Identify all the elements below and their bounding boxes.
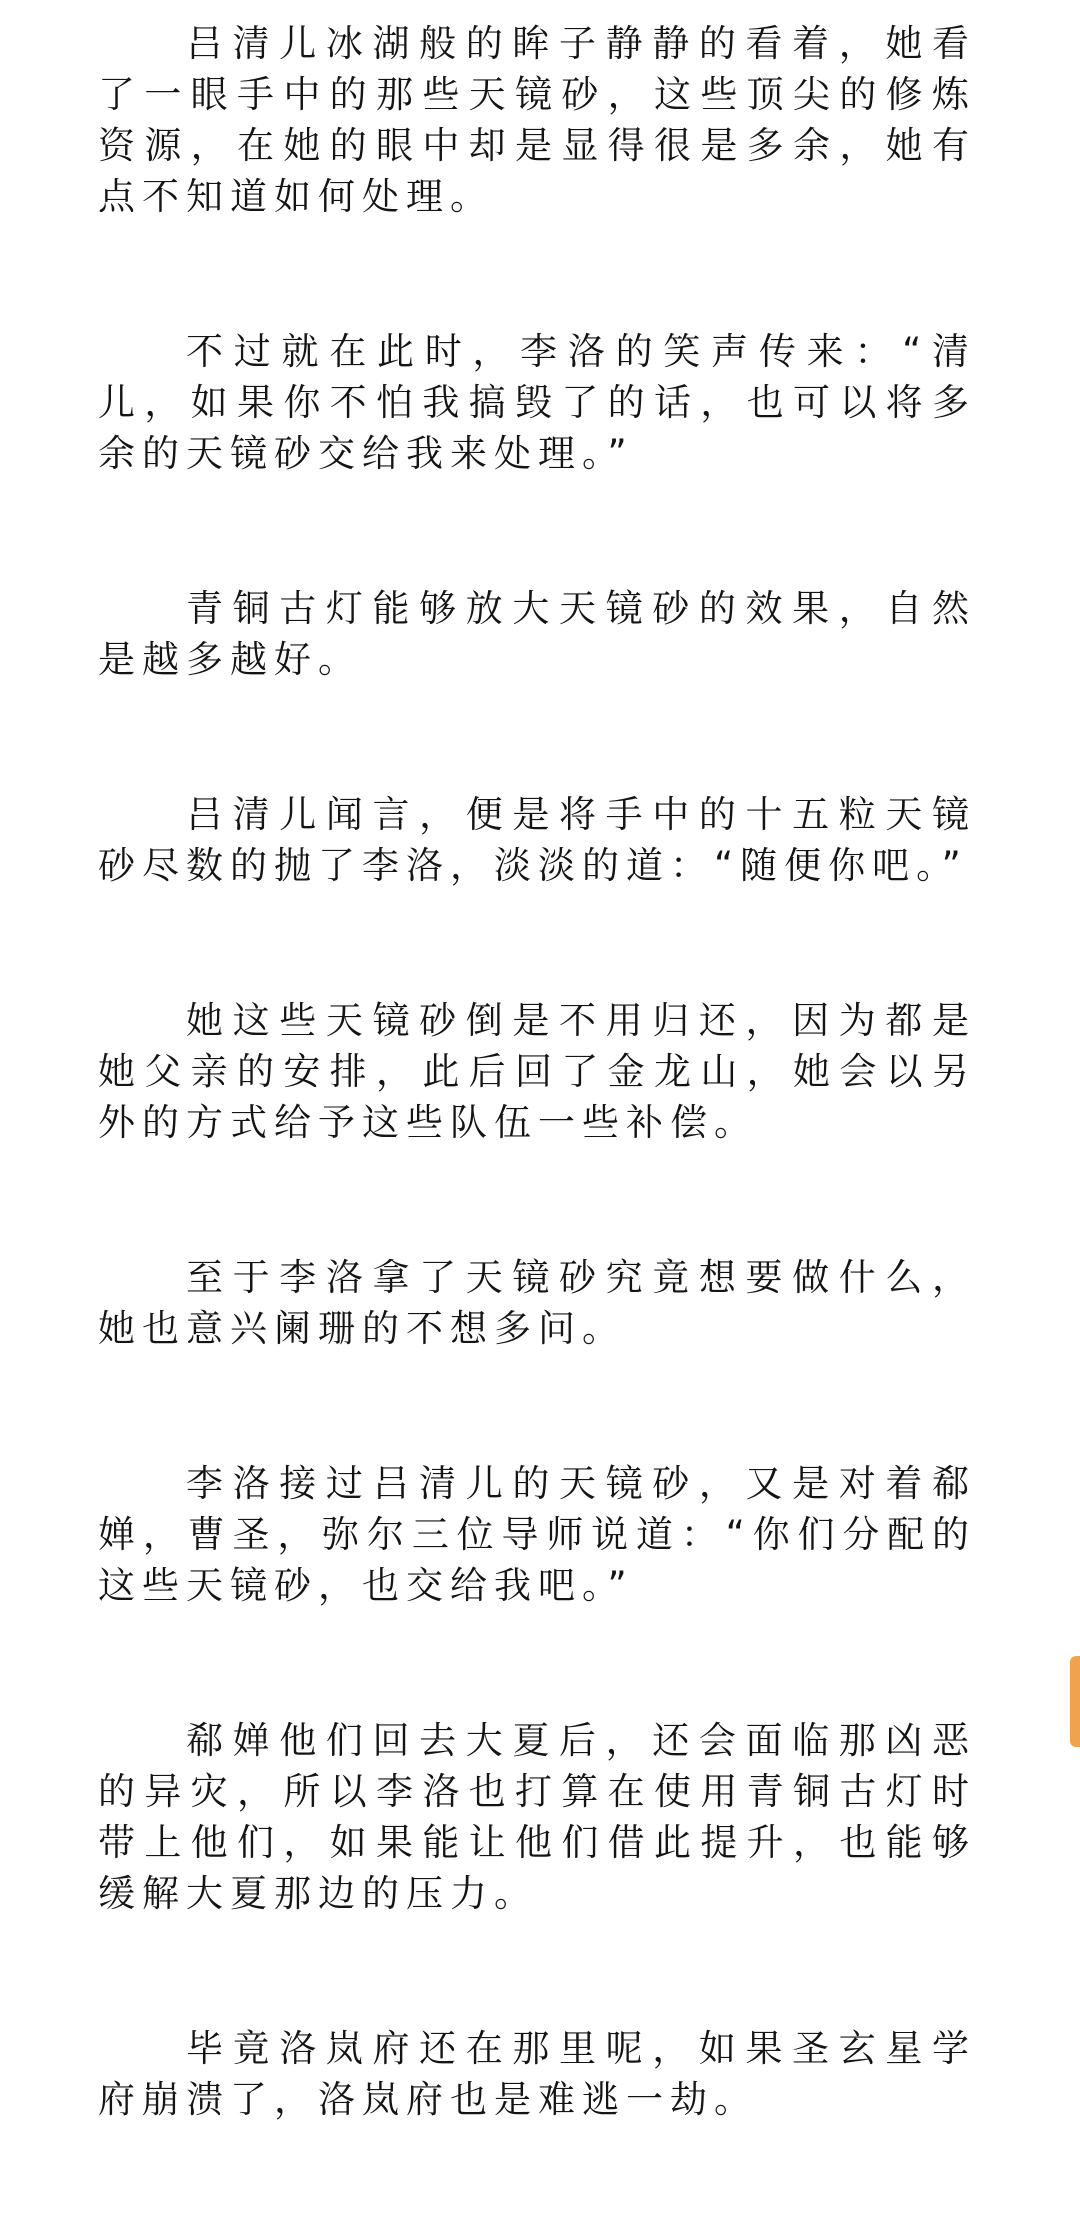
paragraph: 吕清儿冰湖般的眸子静静的看着，她看了一眼手中的那些天镜砂，这些顶尖的修炼资源，在她的眼中却是显得很是多余，她有点不知道如何处理。 bbox=[98, 22, 976, 218]
article-body bbox=[98, 18, 976, 2229]
paragraph: 她这些天镜砂倒是不用归还，因为都是她父亲的安排，此后回了金龙山，她会以另外的方式给予这些队伍一些补偿。 bbox=[98, 999, 976, 1144]
scrollbar-handle[interactable] bbox=[1070, 1656, 1080, 1747]
paragraph: 毕竟洛岚府还在那里呢，如果圣玄星学府崩溃了，洛岚府也是难逃一劫。 bbox=[98, 2027, 976, 2121]
paragraph: 至于李洛拿了天镜砂究竟想要做什么，她也意兴阑珊的不想多问。 bbox=[98, 1256, 976, 1350]
paragraph: 青铜古灯能够放大天镜砂的效果，自然是越多越好。 bbox=[98, 587, 976, 681]
paragraph: 吕清儿闻言，便是将手中的十五粒天镜砂尽数的抛了李洛，淡淡的道：“随便你吧。” bbox=[98, 793, 976, 887]
paragraph: 不过就在此时，李洛的笑声传来：“清儿，如果你不怕我搞毁了的话，也可以将多余的天镜砂交给我来处理。” bbox=[98, 330, 976, 475]
paragraph: 郗婵他们回去大夏后，还会面临那凶恶的异灾，所以李洛也打算在使用青铜古灯时带上他们，如果能让他们借此提升，也能够缓解大夏那边的压力。 bbox=[98, 1719, 976, 1915]
paragraph: 李洛接过吕清儿的天镜砂，又是对着郗婵，曹圣，弥尔三位导师说道：“你们分配的这些天镜砂，也交给我吧。” bbox=[98, 1462, 976, 1607]
